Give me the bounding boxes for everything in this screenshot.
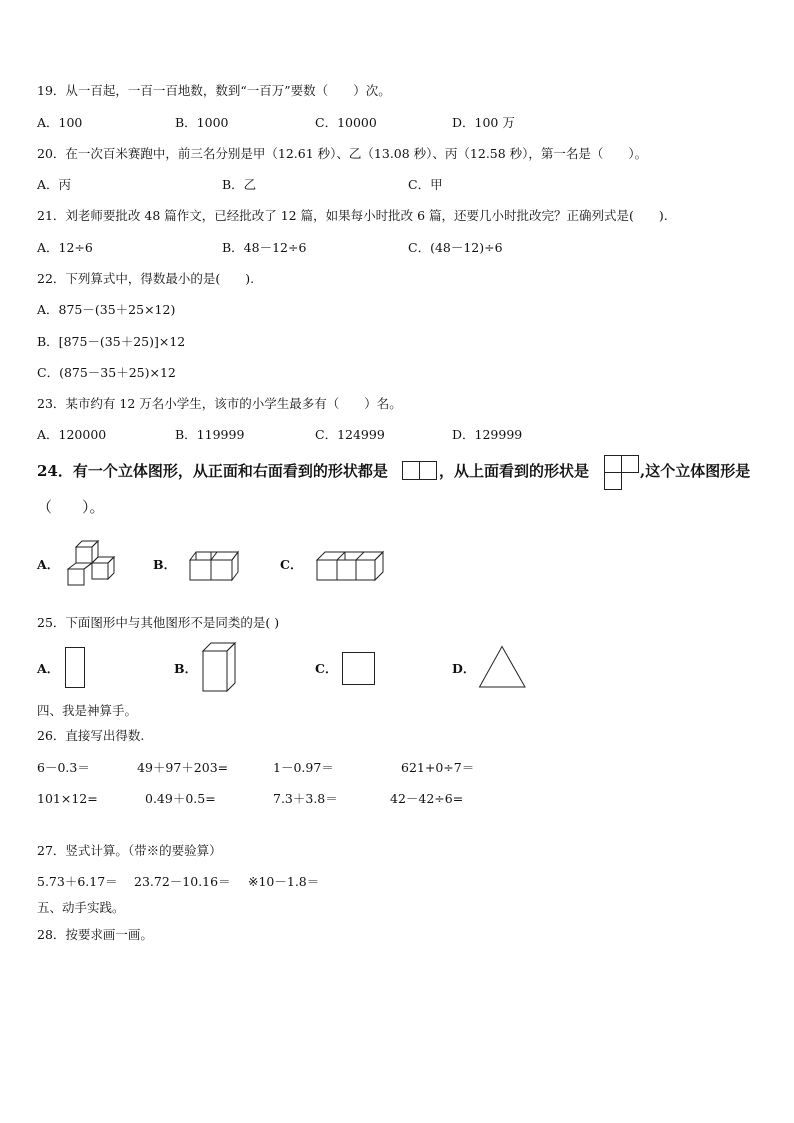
section-5-heading: 五、动手实践。 (37, 900, 125, 915)
q20-stem: 20．在一次百米赛跑中，前三名分别是甲（12.61 秒）、乙（13.08 秒）、丙（12.58 秒），第一名是（ ）。 (37, 146, 648, 161)
q25-option-d-label[interactable]: D． (452, 661, 476, 676)
q22-option-b[interactable]: B．[875－(35＋25)]×12 (37, 334, 186, 349)
q26-expr: 0.49＋0.5= (145, 791, 216, 806)
q25-option-b-label[interactable]: B． (174, 661, 198, 676)
q20-option-b[interactable]: B．乙 (222, 177, 257, 192)
q20-option-a[interactable]: A．丙 (37, 177, 72, 192)
q25-option-a-label[interactable]: A． (37, 661, 60, 676)
q21-option-a[interactable]: A．12÷6 (37, 240, 93, 255)
q19-option-c[interactable]: C．10000 (315, 115, 377, 130)
q23-option-b[interactable]: B．119999 (175, 427, 245, 442)
q21-option-b[interactable]: B．48－12÷6 (222, 240, 307, 255)
q23-option-c[interactable]: C．124999 (315, 427, 385, 442)
q27-item: ※10－1.8＝ (248, 874, 320, 889)
q26-expr: 49＋97＋203= (137, 760, 229, 775)
q24-stem-part1: 24．有一个立体图形，从正面和右面看到的形状都是 (37, 462, 388, 480)
q23-option-a[interactable]: A．120000 (37, 427, 107, 442)
q24-stem-line2: （ ）。 (37, 498, 105, 516)
q26-expr: 42－42÷6= (390, 791, 464, 806)
top-view-l-shape-icon (604, 455, 640, 491)
triangle-shape-icon[interactable] (478, 645, 528, 691)
q19-option-b[interactable]: B．1000 (175, 115, 229, 130)
q24-option-a-label[interactable]: A． (37, 557, 60, 572)
double-square-view-icon (402, 461, 438, 481)
q19-option-d[interactable]: D．100 万 (452, 115, 515, 130)
cube-row-b-icon[interactable] (186, 548, 242, 584)
q26-expr: 6－0.3＝ (37, 760, 90, 775)
cube-row-c-icon[interactable] (313, 548, 385, 584)
q28-stem: 28．按要求画一画。 (37, 927, 153, 942)
q26-stem: 26．直接写出得数. (37, 728, 145, 743)
q20-option-c[interactable]: C．甲 (408, 177, 443, 192)
rectangle-shape-icon[interactable] (64, 646, 88, 690)
q22-stem: 22．下列算式中，得数最小的是( ). (37, 271, 255, 286)
cuboid-shape-icon[interactable] (201, 641, 237, 693)
q26-expr: 1－0.97＝ (273, 760, 334, 775)
q23-option-d[interactable]: D．129999 (452, 427, 523, 442)
q26-expr: 101×12= (37, 791, 98, 806)
q21-option-c[interactable]: C．(48－12)÷6 (408, 240, 503, 255)
q22-option-a[interactable]: A．875－(35＋25×12) (37, 302, 176, 317)
q27-stem: 27．竖式计算。（带※的要验算） (37, 843, 222, 858)
q26-expr: 7.3＋3.8＝ (273, 791, 338, 806)
q25-option-c-label[interactable]: C． (315, 661, 338, 676)
q25-stem: 25．下面图形中与其他图形不是同类的是( ) (37, 615, 280, 630)
q21-stem: 21．刘老师要批改 48 篇作文，已经批改了 12 篇，如果每小时批改 6 篇，还要几小时批改完？正确列式是( ). (37, 208, 668, 223)
q22-option-c[interactable]: C．(875－35＋25)×12 (37, 365, 176, 380)
square-shape-icon[interactable] (341, 651, 377, 687)
q23-stem: 23．某市约有 12 万名小学生，该市的小学生最多有（ ）名。 (37, 396, 402, 411)
q26-expr: 621+0÷7＝ (401, 760, 475, 775)
q24-option-b-label[interactable]: B． (153, 557, 177, 572)
cube-stack-a-icon[interactable] (66, 539, 120, 587)
q24-stem-part3: ,这个立体图形是 (640, 462, 751, 480)
q19-stem: 19．从一百起，一百一百地数，数到“一百万”要数（ ）次。 (37, 83, 391, 98)
q27-item: 5.73＋6.17＝ (37, 874, 118, 889)
section-4-heading: 四、我是神算手。 (37, 703, 138, 718)
q19-option-a[interactable]: A．100 (37, 115, 83, 130)
q24-option-c-label[interactable]: C． (280, 557, 303, 572)
q27-item: 23.72－10.16＝ (134, 874, 231, 889)
q24-stem-part2: ，从上面看到的形状是 (439, 462, 590, 480)
